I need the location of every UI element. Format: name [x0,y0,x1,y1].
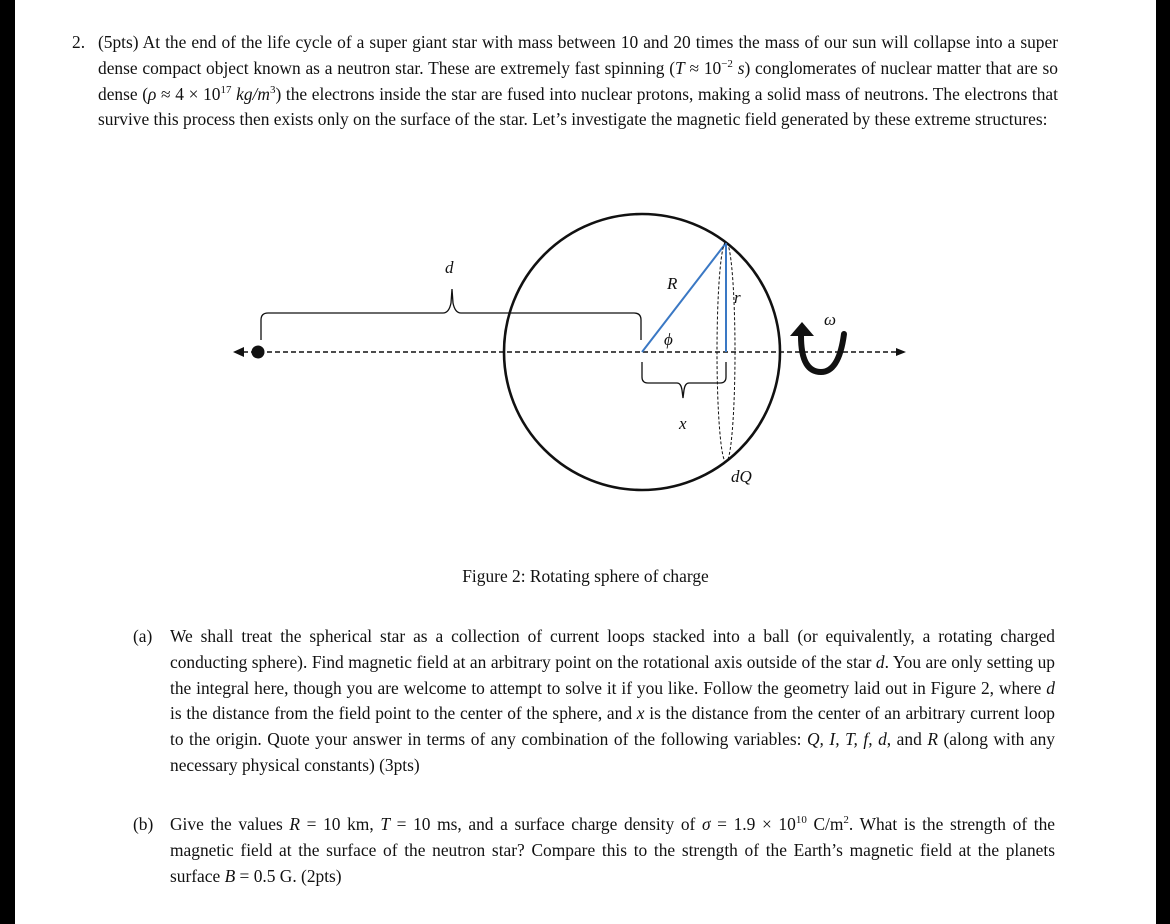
label-phi: ϕ [664,330,673,349]
brace-d [261,289,641,340]
figure-caption: Figure 2: Rotating sphere of charge [462,566,709,586]
brace-x [642,362,726,398]
document-page [15,0,1156,924]
problem-points: (5pts) [98,32,139,52]
label-dQ: dQ [731,467,752,486]
label-d: d [445,258,454,277]
label-R: R [667,274,678,293]
part-a: (a) We shall treat the spherical star as a collection of current loops stacked into a ball (or equivalently, a rotating charged conducting sphere). Find magnetic field at an arbitrary point on the rotational axis outside of the star d. You are only setting up the integral here, though you are welcome to attempt to solve it if you like. Follow the geometry laid out in Figure 2, where d is the distance from the field point to the center of the sphere, and x is the distance from the center of an arbitrary current loop to the origin. Quote your answer in terms of any combination of the following variables: Q, I, T, f, d, and R (along with any necessary physical constants) (3pts) [133,626,1055,775]
figure-rotating-sphere [15,0,1156,600]
rotation-arrow-icon [801,334,844,372]
label-x: x [679,414,687,433]
problem-number: 2. [72,32,86,52]
problem-statement: 2. (5pts) At the end of the life cycle of a super giant star with mass between 10 and 20 times the mass of our sun will collapse into a super dense compact object known as a neutron star. These are extremely fast spinning ($T \approx 10^{-2}$ s) conglomerates of nuclear matter that are so dense ($\rho \approx 4 \times 10^{17}$ $kg/m^3$) the electrons inside the star are fused into nuclear protons, making a solid mass of neutrons. The electrons that survive this process then exists only on the surface of the star. Let’s investigate the magnetic field generated by these extreme structures: [72,32,1059,130]
radius-R [642,243,726,352]
part-b: (b) Give the values R = 10 km, T = 10 ms, and a surface charge density of $\sigma = 1.9 \times 10^{10}$ $C/m^2$. What is the strength of the magnetic field at the surface of the neutron star? Compare this to the strength of the Earth’s magnetic field at the planets surface B = 0.5 G. (2pts) [133,814,1056,886]
axis-left-arrow-icon [233,347,244,357]
label-omega: ω [824,310,837,329]
field-point [252,346,265,359]
part-a-label: (a) [133,626,153,646]
rotation-arrow-head-icon [790,322,814,336]
label-r: r [734,288,741,307]
part-b-label: (b) [133,814,154,834]
